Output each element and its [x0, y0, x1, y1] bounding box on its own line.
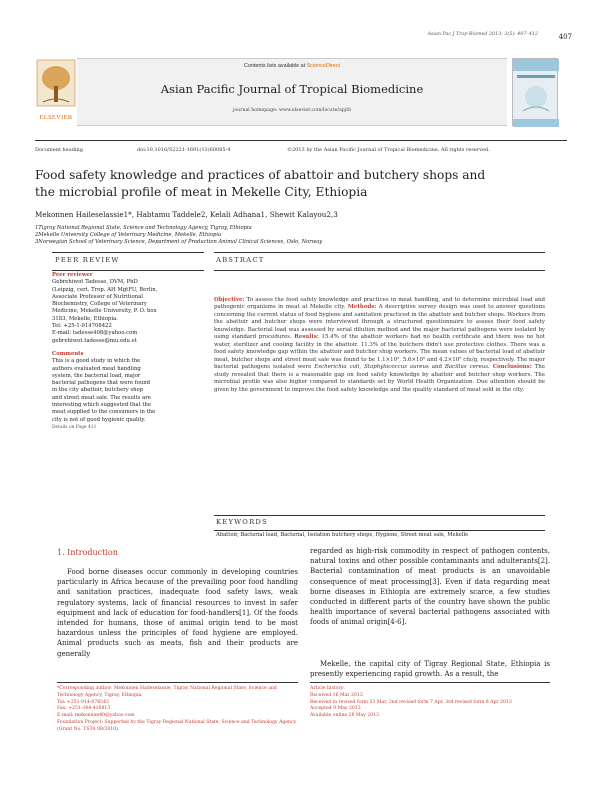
methods-text: A descriptive survey design was used to answer questions concerning the current status of food hygiene and sanitation practiced in the abattoir and butcher shops. Workers from the abattoir and butcher shops were interviewed through a structured questionnaire to assess their food safety knowledge. Bacterial load was assessed by serial dilution method and the major bacterial pathogens were isolated by using standard procedures. [214, 304, 545, 341]
results-and: and [428, 364, 445, 371]
intro-left-paragraph: Food borne diseases occur commonly in developing countries particularly in Africa because of the prevailing poor food handling and sanitation practices, inadequate food safety laws, weak regulatory systems, lack of financial resources to invest in safer equipment and lack of education for food-handlers[1]. Of the foods intended for humans, those of animal origin tend to be most hazardous unless the principles of food hygiene are employed. Animal products such as meats, fish and their products are generally [57, 568, 298, 658]
title-line-1: Food safety knowledge and practices of abattoir and butchery shops and [35, 168, 486, 182]
corresponding-author: *Corresponding author: Mekonnen Haileselassie, Tigray National Regional State, Science and Technology Agency, Tigray, Ethiopia. [57, 686, 277, 698]
divider [214, 515, 545, 516]
divider [214, 252, 545, 253]
history-accepted: Accepted 9 May 2013 [310, 706, 361, 712]
reviewer-line: E-mail: tadesse408@yahoo.com [52, 330, 138, 337]
abstract-body [214, 297, 545, 394]
peer-review-box [52, 272, 204, 431]
history-received: Received 16 Mar 2013 [310, 692, 363, 698]
divider [214, 530, 545, 531]
intro-heading: 1. Introduction [57, 548, 118, 557]
comments-heading: Comments [52, 350, 84, 357]
reviewer-line: Tel: +25-1-914708422 [52, 323, 112, 330]
reviewer-line: gebrehiwot.tadesse@mu.edu.et [52, 337, 137, 344]
reviewer-line: Biochemistry, College of Veterinary [52, 301, 147, 308]
reviewer-line: Medicine, Mekelle University, P. O. box [52, 308, 157, 315]
comment-line: interesting which suggested that the [52, 402, 152, 409]
history-heading: Article history: [310, 686, 345, 691]
elsevier-tree-icon [35, 58, 77, 116]
contents-prefix: Contents lists available at [244, 63, 306, 69]
article-title [35, 167, 575, 200]
results-end: . [488, 364, 493, 371]
comment-line: bacterial pathogens that were found [52, 380, 151, 387]
journal-cover-image [512, 58, 558, 126]
divider [52, 270, 204, 271]
article-history [310, 686, 550, 720]
reviewer-heading: Peer reviewer [52, 272, 93, 278]
affiliation-1: 1Tigray National Regional State, Science and Technology Agency, Tigray, Ethiopia [35, 225, 252, 231]
sciencedirect-link[interactable]: ScienceDirect [306, 63, 340, 69]
keywords-text: Abattoir, Bacterial load, Bacterial, Isolation butchery shops, Hygiene, Street meat sale, Mekelle [216, 532, 469, 538]
conclusions-text: The study revealed that there is a reasonable gap on food safety knowledge by abattoir and butcher shop workers. The microbial profile was also higher compared to standards set by World Health Organization. Due attention should be given by the government to improve the food safety knowledge and the quality standard of meat sold in the city. [214, 364, 545, 393]
divider [57, 682, 298, 683]
footnote-foundation: Foundation Project: Supported by the Tigray Regional National State, Science and Technology Agency (Grant No. TSTA 08/2010). [57, 719, 297, 732]
page-number: 407 [558, 33, 572, 41]
journal-homepage[interactable]: journal homepage: www.elsevier.com/locate/apjtb [232, 108, 352, 113]
divider [35, 140, 567, 141]
affiliation-3: 3Norwegian School of Veterinary Science, Department of Production Animal Clinical Sciences, Oslo, Norway [35, 239, 323, 245]
objective-label: Objective: [214, 297, 245, 303]
reviewer-line: (Leipzig, cert. Trop. AH MgtFU, Berlin, [52, 286, 158, 293]
comment-line: city is not of good hygienic quality. [52, 416, 146, 423]
peer-review-heading: PEER REVIEW [55, 256, 120, 264]
history-online: Available online 28 May 2013 [310, 713, 380, 719]
reviewer-line: 3183, Mekelle, Ethiopia. [52, 315, 118, 322]
comment-line: authors evaluated meat handling [52, 365, 141, 372]
results-organism-2: Bacillus cereus [444, 364, 489, 371]
journal-banner [77, 58, 507, 126]
doi[interactable]: doi:10.1016/S2221-1691(13)60085-4 [137, 147, 231, 153]
heading-type: Document heading [35, 147, 83, 153]
results-label: Results: [294, 334, 319, 341]
comment-line: system, the bacterial load, major [52, 372, 141, 379]
results-text: 15.4% of the abattoir workers had no health certificate and there was no hot water, sterilizer and cooling facility in the abattoir. 11.3% of the butchers didn't use protective clothes. There was a food safety knowledge gap within the abattoir and butcher shop workers. The mean values of bacterial load of abattoir meat, butcher shops and street meat sale was found to be 1.1×10⁵, 5.6×10⁵ and 4.2×10⁵ cfu/g, respectively. The major bacterial pathogens isolated were [214, 334, 545, 371]
publisher-name: ELSEVIER [39, 114, 73, 121]
intro-right-paragraph-1: regarded as high-risk commodity in respect of pathogen contents, natural toxins and other possible contaminants and adulterants[2]. Bacterial contamination of meat products is an unavoidable consequence of meat processing[3]. Even if data regarding meat borne diseases in Ethiopia are extremely scarce, a few studies conducted in different parts of the country have shown the public health importance of several bacterial pathogens associated with foods of animal origin[4-6]. [310, 547, 550, 627]
divider [310, 682, 550, 683]
reviewer-line: Associate Professor of Nutritional [52, 293, 143, 300]
intro-right-paragraph-2: Mekelle, the capital city of Tigray Regional State, Ethiopia is presently experiencing rapid growth. As a result, the [310, 660, 550, 679]
title-line-2: the microbial profile of meat in Mekelle City, Ethiopia [35, 184, 368, 199]
footnote-tel: Tel: +251-914-078543 [57, 699, 109, 705]
conclusions-label: Conclusions: [492, 364, 532, 371]
methods-label: Methods: [347, 304, 377, 311]
history-revised: Received in revised form 23 Mar, 2nd revised form 7 Apr, 3rd revised form 8 Apr 2013 [310, 699, 512, 705]
objective-text: To assess the food safety knowledge and practices in meat handling, and to determine microbial load and pathogenic organisms in meat at Mekelle city. [214, 297, 545, 311]
results-organisms: Escherichia coli, Staphylococcus aureus [314, 364, 429, 371]
comment-line: and street meat sale. The results are [52, 394, 151, 401]
footnotes [57, 686, 297, 734]
divider [52, 252, 204, 253]
affiliation-2: 2Mekelle University College of Veterinary Medicine, Mekelle, Ethiopia [35, 232, 222, 238]
footnote-fax: Fax: +251-344-416813 [57, 706, 111, 712]
authors: Mekonnen Haileselassie1*, Habtamu Taddele2, Kelali Adhana1, Shewit Kalayou2,3 [35, 210, 338, 219]
comment-line: This is a good study in which the [52, 358, 141, 365]
details-note[interactable]: Details on Page 411 [52, 424, 97, 430]
abstract-heading: ABSTRACT [216, 256, 265, 264]
comment-line: meat supplied to the consumers in the [52, 409, 156, 416]
journal-title: Asian Pacific Journal of Tropical Biomedicine [160, 82, 424, 96]
contents-line [77, 63, 507, 69]
running-head: Asian Pac J Trop Biomed 2013; 3(5): 407–412 [427, 32, 538, 37]
footnote-email[interactable]: E-mail: mekonnen40@yahoo.com [57, 713, 135, 719]
keywords-heading: KEYWORDS [216, 518, 268, 526]
reviewer-line: Gebrehiwot Tadesse, DVM, PhD [52, 279, 138, 286]
divider [214, 270, 545, 271]
elsevier-logo [35, 58, 77, 126]
affiliations [35, 225, 322, 246]
copyright: ©2013 by the Asian Pacific Journal of Tropical Biomedicine. All rights reserved. [287, 147, 490, 153]
comment-line: in the city abattoir, butchery shop [52, 387, 144, 394]
